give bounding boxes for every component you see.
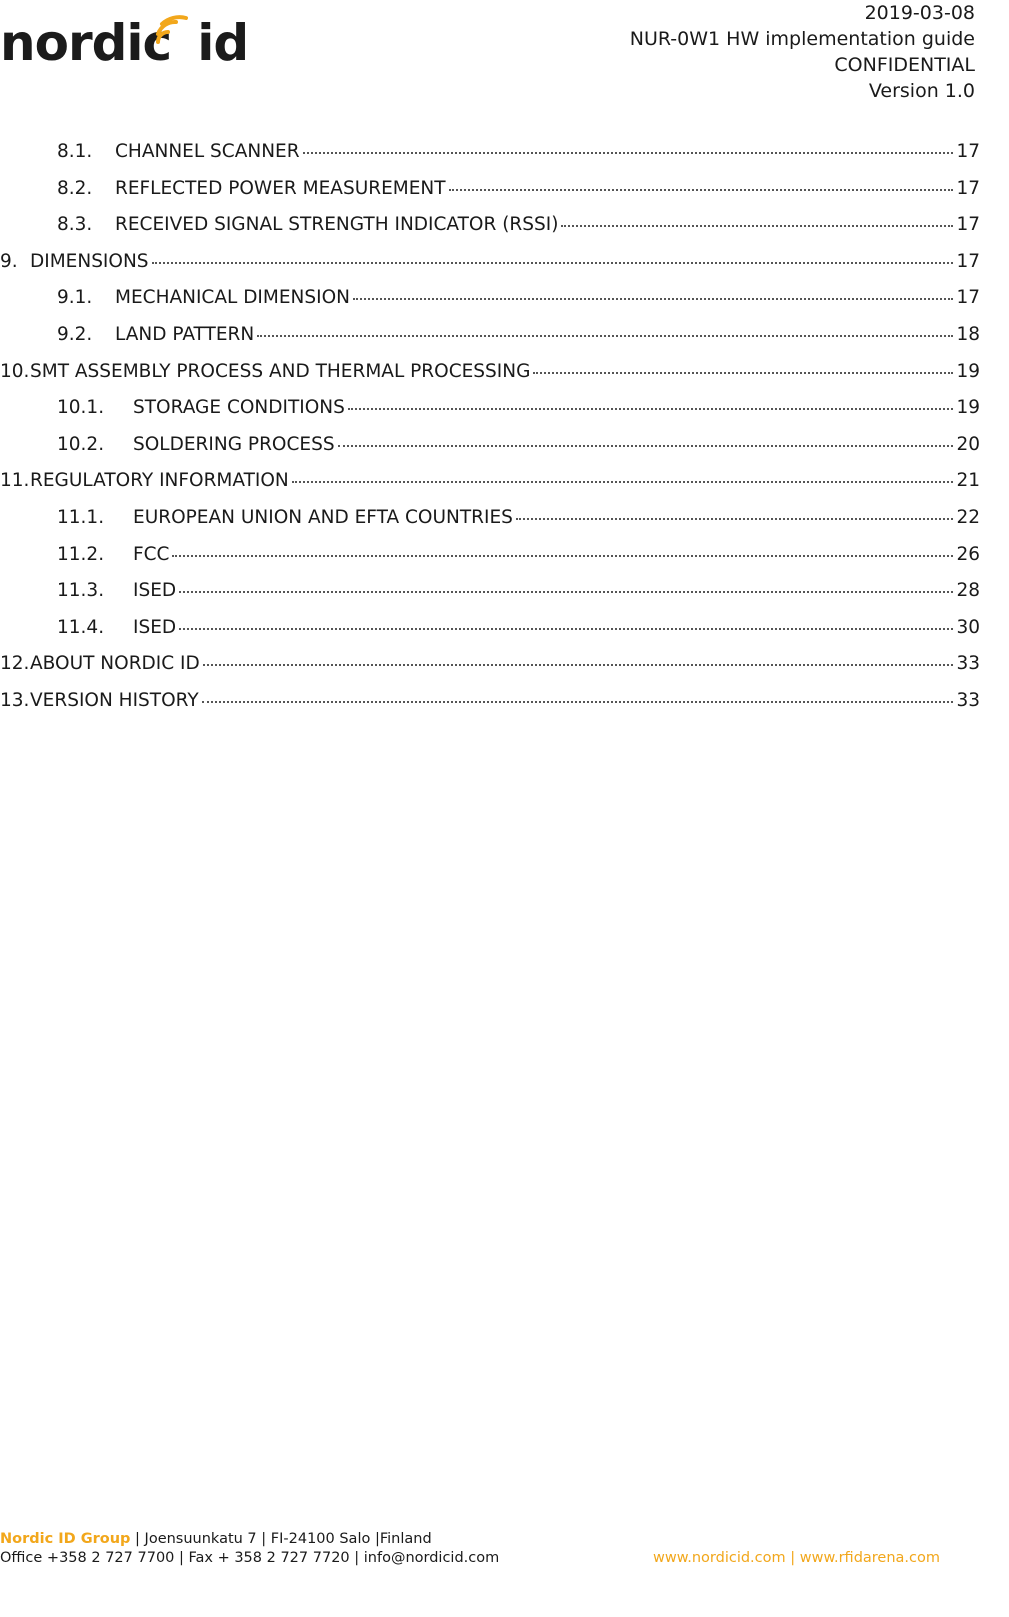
toc-page: 20 bbox=[956, 433, 980, 455]
toc-title: STORAGE CONDITIONS bbox=[133, 397, 345, 419]
toc-entry[interactable] bbox=[0, 543, 980, 580]
doc-version: Version 1.0 bbox=[868, 80, 975, 102]
toc-leader bbox=[172, 555, 953, 557]
toc-leader bbox=[152, 262, 954, 264]
toc-number: 11. bbox=[0, 470, 30, 492]
footer-websites[interactable]: www.nordicid.com | www.rfidarena.com bbox=[653, 1550, 940, 1566]
footer-address-line bbox=[0, 1530, 980, 1549]
document-meta bbox=[630, 0, 975, 104]
toc-number: 11.4. bbox=[57, 616, 105, 638]
table-of-contents bbox=[0, 140, 980, 726]
toc-page: 26 bbox=[956, 543, 980, 565]
toc-entry[interactable] bbox=[0, 469, 980, 506]
toc-leader bbox=[292, 481, 954, 483]
toc-page: 33 bbox=[956, 689, 980, 711]
toc-leader bbox=[203, 664, 954, 666]
toc-entry[interactable] bbox=[0, 323, 980, 360]
toc-entry[interactable] bbox=[0, 140, 980, 177]
doc-title: NUR-0W1 HW implementation guide bbox=[629, 28, 975, 50]
toc-page: 33 bbox=[956, 653, 980, 675]
footer-address: | Joensuunkatu 7 | FI-24100 Salo |Finland bbox=[130, 1531, 432, 1547]
toc-entry[interactable] bbox=[0, 213, 980, 250]
toc-title: REGULATORY INFORMATION bbox=[30, 470, 289, 492]
toc-title: RECEIVED SIGNAL STRENGTH INDICATOR (RSSI) bbox=[115, 214, 559, 236]
toc-page: 22 bbox=[956, 506, 980, 528]
toc-leader bbox=[561, 225, 953, 227]
toc-leader bbox=[533, 372, 953, 374]
toc-leader bbox=[348, 408, 954, 410]
toc-title: FCC bbox=[133, 543, 170, 565]
toc-entry[interactable] bbox=[0, 286, 980, 323]
toc-entry[interactable] bbox=[0, 177, 980, 214]
toc-leader bbox=[179, 591, 953, 593]
toc-leader bbox=[516, 518, 954, 520]
toc-leader bbox=[338, 445, 954, 447]
toc-leader bbox=[449, 189, 954, 191]
toc-number: 8.1. bbox=[57, 141, 93, 162]
toc-page: 19 bbox=[956, 397, 980, 419]
toc-entry[interactable] bbox=[0, 616, 980, 653]
toc-number: 11.2. bbox=[57, 543, 105, 565]
doc-classification: CONFIDENTIAL bbox=[834, 54, 975, 76]
toc-number: 11.3. bbox=[57, 580, 105, 602]
toc-page: 17 bbox=[956, 141, 980, 162]
toc-number: 9.2. bbox=[57, 323, 93, 345]
toc-leader bbox=[202, 701, 954, 703]
toc-number: 12. bbox=[0, 653, 30, 675]
toc-title: DIMENSIONS bbox=[30, 250, 149, 272]
toc-number: 8.2. bbox=[57, 177, 93, 199]
footer-company: Nordic ID Group bbox=[0, 1531, 131, 1547]
toc-entry[interactable] bbox=[0, 652, 980, 689]
toc-page: 21 bbox=[956, 470, 980, 492]
toc-leader bbox=[257, 335, 953, 337]
toc-page: 17 bbox=[956, 177, 980, 199]
toc-page: 17 bbox=[956, 250, 980, 272]
toc-number: 11.1. bbox=[57, 506, 105, 528]
toc-page: 30 bbox=[956, 616, 980, 638]
toc-number: 9.1. bbox=[57, 287, 93, 309]
toc-entry[interactable] bbox=[0, 360, 980, 397]
toc-title: EUROPEAN UNION AND EFTA COUNTRIES bbox=[133, 506, 513, 528]
toc-title: ABOUT NORDIC ID bbox=[30, 653, 200, 675]
footer-contact: Office +358 2 727 7700 | Fax + 358 2 727 7720 | info@nordicid.com bbox=[0, 1550, 500, 1566]
page-footer bbox=[0, 1530, 980, 1568]
rfid-waves-icon bbox=[152, 12, 192, 52]
toc-leader bbox=[303, 152, 954, 154]
toc-number: 8.3. bbox=[57, 214, 93, 236]
toc-entry[interactable] bbox=[0, 506, 980, 543]
toc-entry[interactable] bbox=[0, 396, 980, 433]
toc-leader bbox=[353, 298, 953, 300]
toc-number: 10.2. bbox=[57, 433, 105, 455]
doc-date: 2019-03-08 bbox=[864, 2, 975, 24]
footer-contact-line bbox=[0, 1549, 980, 1568]
toc-title: CHANNEL SCANNER bbox=[115, 141, 300, 162]
toc-entry[interactable] bbox=[0, 250, 980, 287]
toc-number: 9. bbox=[0, 250, 18, 272]
toc-title: MECHANICAL DIMENSION bbox=[115, 287, 350, 309]
toc-page: 17 bbox=[956, 287, 980, 309]
nordic-id-logo bbox=[0, 8, 260, 78]
logo-wordmark: nordic id bbox=[0, 14, 249, 72]
toc-title: SMT ASSEMBLY PROCESS AND THERMAL PROCESSING bbox=[30, 360, 531, 382]
toc-title: ISED bbox=[133, 580, 177, 602]
toc-number: 10.1. bbox=[57, 397, 105, 419]
toc-leader bbox=[179, 628, 953, 630]
toc-title: ISED bbox=[133, 616, 177, 638]
toc-title: LAND PATTERN bbox=[115, 323, 255, 345]
toc-number: 10. bbox=[0, 360, 30, 382]
toc-entry[interactable] bbox=[0, 689, 980, 726]
toc-entry[interactable] bbox=[0, 433, 980, 470]
toc-page: 28 bbox=[956, 580, 980, 602]
toc-entry[interactable] bbox=[0, 579, 980, 616]
toc-page: 18 bbox=[956, 323, 980, 345]
toc-title: REFLECTED POWER MEASUREMENT bbox=[115, 177, 446, 199]
toc-page: 17 bbox=[956, 214, 980, 236]
toc-title: VERSION HISTORY bbox=[30, 689, 199, 711]
toc-number: 13. bbox=[0, 689, 30, 711]
toc-title: SOLDERING PROCESS bbox=[133, 433, 335, 455]
toc-page: 19 bbox=[956, 360, 980, 382]
